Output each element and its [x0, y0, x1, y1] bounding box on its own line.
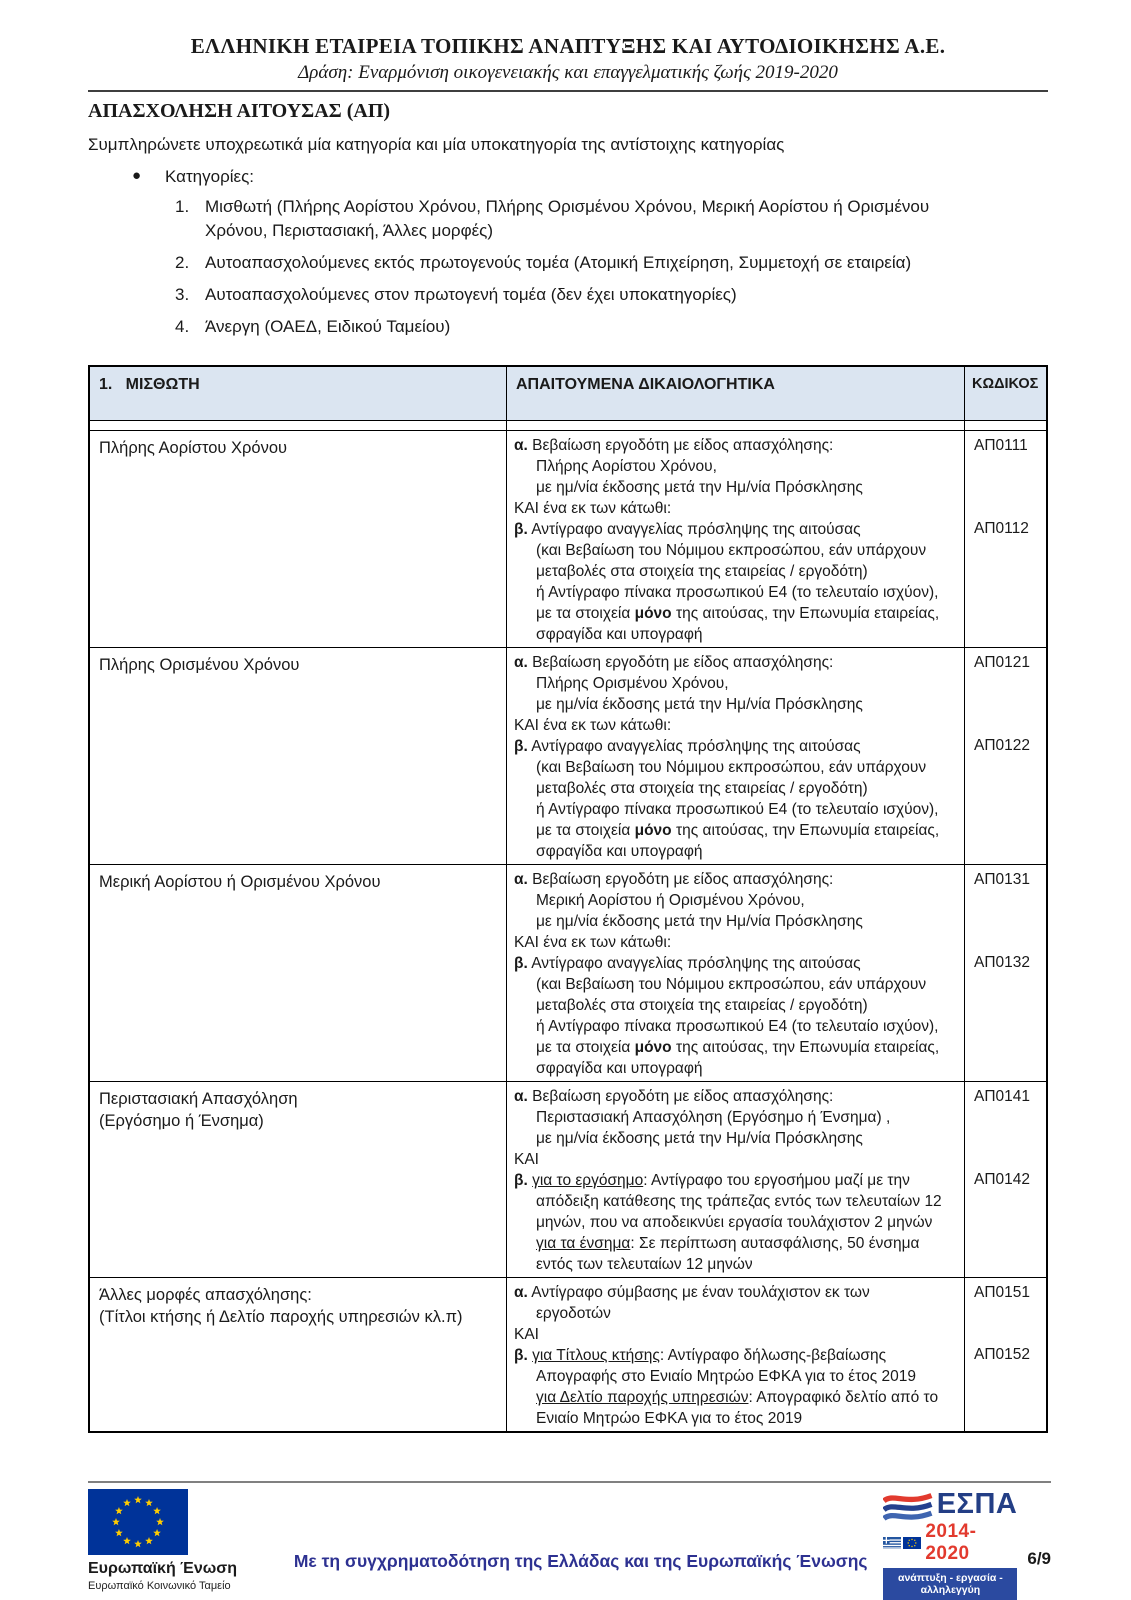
category-text: Άνεργη (ΟΑΕΔ, Ειδικού Ταμείου) [205, 317, 451, 336]
documents-cell-a [506, 1278, 964, 1345]
eu-union-label: Ευρωπαϊκή Ένωση [88, 1560, 237, 1577]
doc-line [514, 1387, 958, 1408]
category-line: Πλήρης Ορισμένου Χρόνου [99, 656, 300, 674]
doc-text: ΚΑΙ ένα εκ των κάτωθι: [514, 934, 672, 951]
category-number: 2. [175, 253, 190, 272]
code-cell: ΑΠ0111 [964, 431, 1046, 519]
doc-line [514, 456, 958, 477]
doc-text: μόνο [634, 822, 672, 839]
documents-cell-b [506, 1170, 964, 1277]
header-cell-documents: ΑΠΑΙΤΟΥΜΕΝΑ ΔΙΚΑΙΟΛΟΓΗΤΙΚΑ [506, 367, 964, 420]
category-item [88, 251, 1048, 275]
documents-cell-a [506, 648, 964, 736]
category-number: 4. [175, 317, 190, 336]
doc-text: εργοδοτών [536, 1305, 611, 1322]
doc-text: Ενιαίο Μητρώο ΕΦΚΑ για το έτος 2019 [536, 1410, 803, 1427]
code-cell: ΑΠ0141 [964, 1082, 1046, 1170]
doc-line [514, 953, 958, 974]
doc-text: Μερική Αορίστου ή Ορισμένου Χρόνου, [536, 892, 805, 909]
doc-line [514, 974, 958, 995]
doc-line [514, 820, 958, 841]
doc-text: β. [514, 1347, 528, 1364]
table-spacer-row [90, 421, 1046, 431]
espa-tagline-bar: ανάπτυξη - εργασία - αλληλεγγύη [883, 1568, 1017, 1600]
doc-text: : Αντίγραφο δήλωσης-βεβαίωσης [659, 1347, 887, 1364]
code-cell: ΑΠ0151 [964, 1278, 1046, 1345]
doc-text: Αντίγραφο αναγγελίας πρόσληψης της αιτούσας [527, 521, 861, 538]
doc-text: ή Αντίγραφο πίνακα προσωπικού Ε4 (το τελευταίο ισχύον), [536, 801, 939, 818]
code-cell: ΑΠ0132 [964, 953, 1046, 1081]
action-line: Δράση: Εναρμόνιση οικογενειακής και επαγγελματικής ζωής 2019-2020 [298, 62, 838, 83]
doc-line [514, 652, 958, 673]
table-row [90, 865, 1046, 1082]
doc-text: ΚΑΙ [514, 1151, 539, 1168]
org-title: ΕΛΛΗΝΙΚΗ ΕΤΑΙΡΕΙΑ ΤΟΠΙΚΗΣ ΑΝΑΠΤΥΞΗΣ ΚΑΙ ΑΥΤΟΔΙΟΙΚΗΣΗΣ Α.Ε. [190, 34, 946, 58]
category-text: Αυτοαπασχολούμενες στον πρωτογενή τομέα (δεν έχει υποκατηγορίες) [205, 285, 737, 304]
categories-bullet [88, 167, 1048, 187]
category-line: (Τίτλοι κτήσης ή Δελτίο παροχής υπηρεσιών κλ.π) [99, 1308, 463, 1326]
eu-flag-icon [88, 1489, 188, 1555]
esf-label: Ευρωπαϊκό Κοινωνικό Ταμείο [88, 1580, 231, 1592]
category-list [88, 195, 1048, 339]
doc-text: για Δελτίο παροχής υπηρεσιών [536, 1389, 749, 1406]
doc-text: (και Βεβαίωση του Νόμιμου εκπροσώπου, εάν υπάρχουν [536, 759, 927, 776]
category-number: 3. [175, 285, 190, 304]
doc-text: για το εργόσημο [532, 1172, 644, 1189]
doc-text: ΚΑΙ [514, 1326, 539, 1343]
footer-divider [88, 1481, 1051, 1483]
doc-text: ή Αντίγραφο πίνακα προσωπικού Ε4 (το τελευταίο ισχύον), [536, 584, 939, 601]
doc-text: για τα ένσημα [536, 1235, 631, 1252]
doc-text: Περιστασιακή Απασχόληση (Εργόσημο ή Ένσημα) , [536, 1109, 891, 1126]
doc-text: : Σε περίπτωση αυτασφάλισης, 50 ένσημα [630, 1235, 920, 1252]
category-cell [90, 1082, 506, 1277]
doc-line [514, 1254, 958, 1275]
doc-line [514, 778, 958, 799]
documents-cell-a [506, 431, 964, 519]
section-title: ΑΠΑΣΧΟΛΗΣΗ ΑΙΤΟΥΣΑΣ (ΑΠ) [88, 100, 391, 122]
doc-text: : Απογραφικό δελτίο από το [748, 1389, 939, 1406]
doc-text: της αιτούσας, την Επωνυμία εταιρείας, [671, 605, 940, 622]
doc-line [514, 1324, 958, 1345]
category-item [88, 315, 1048, 339]
cofinance-text: Με τη συγχρηματοδότηση της Ελλάδας και της Ευρωπαϊκής Ένωσης [293, 1551, 868, 1571]
doc-text: Βεβαίωση εργοδότη με είδος απασχόλησης: [527, 437, 834, 454]
category-line: (Εργόσημο ή Ένσημα) [99, 1112, 264, 1130]
doc-text: : Αντίγραφο του εργοσήμου μαζί με την [643, 1172, 910, 1189]
table-row [90, 1082, 1046, 1278]
code-cell: ΑΠ0121 [964, 648, 1046, 736]
doc-text: με ημ/νία έκδοσης μετά την Ημ/νία Πρόσκλησης [536, 913, 863, 930]
doc-text: β. [514, 738, 528, 755]
doc-text: Βεβαίωση εργοδότη με είδος απασχόλησης: [527, 654, 834, 671]
header-cell-code: ΚΩΔΙΚΟΣ [964, 367, 1046, 420]
documents-cell-b [506, 953, 964, 1081]
doc-line [514, 1016, 958, 1037]
doc-text: β. [514, 955, 528, 972]
documents-cell-b [506, 519, 964, 647]
category-line: Μερική Αορίστου ή Ορισμένου Χρόνου [99, 873, 381, 891]
doc-line [514, 869, 958, 890]
doc-text: με ημ/νία έκδοσης μετά την Ημ/νία Πρόσκλησης [536, 1130, 863, 1147]
doc-line [514, 519, 958, 540]
doc-line [514, 841, 958, 862]
doc-text: σφραγίδα και υπογραφή [536, 626, 703, 643]
doc-text: Αντίγραφο αναγγελίας πρόσληψης της αιτούσας [527, 738, 861, 755]
doc-text: (και Βεβαίωση του Νόμιμου εκπροσώπου, εάν υπάρχουν [536, 976, 927, 993]
doc-line [514, 799, 958, 820]
doc-text: της αιτούσας, την Επωνυμία εταιρείας, [671, 822, 940, 839]
doc-text: για Τίτλους κτήσης [532, 1347, 660, 1364]
doc-text: της αιτούσας, την Επωνυμία εταιρείας, [671, 1039, 940, 1056]
doc-text: Πλήρης Ορισμένου Χρόνου, [536, 675, 729, 692]
doc-text: μηνών, που να αποδεικνύει εργασία τουλάχιστον 2 μηνών [536, 1214, 933, 1231]
category-text: Μισθωτή (Πλήρης Αορίστου Χρόνου, Πλήρης Ορισμένου Χρόνου, Μερική Αορίστου ή Ορισμένου Χρόνου, Περιστασιακή, Άλλες μορφές) [205, 197, 930, 240]
doc-line [514, 1037, 958, 1058]
page-header [88, 0, 1048, 84]
documents-cell-a [506, 1082, 964, 1170]
doc-line [514, 603, 958, 624]
doc-text: ΚΑΙ ένα εκ των κάτωθι: [514, 717, 672, 734]
doc-text: σφραγίδα και υπογραφή [536, 843, 703, 860]
documents-cell-a [506, 865, 964, 953]
doc-line [514, 1107, 958, 1128]
doc-line [514, 1058, 958, 1079]
doc-text: α. [514, 437, 528, 454]
category-cell [90, 431, 506, 647]
doc-text: α. [514, 871, 528, 888]
eu-logo-block [88, 1489, 278, 1592]
espa-name: ΕΣΠΑ [936, 1488, 1018, 1520]
doc-text: Απογραφής στο Ενιαίο Μητρώο ΕΦΚΑ για το έτος 2019 [536, 1368, 916, 1385]
category-cell [90, 648, 506, 864]
doc-line [514, 1149, 958, 1170]
doc-line [514, 694, 958, 715]
table-header-row [90, 367, 1046, 421]
doc-text: μόνο [634, 1039, 672, 1056]
doc-line [514, 736, 958, 757]
category-line: Περιστασιακή Απασχόληση [99, 1090, 298, 1108]
header-divider [88, 90, 1048, 92]
espa-years: 2014-2020 [925, 1521, 977, 1564]
spacer-cell [506, 421, 964, 430]
category-item [88, 283, 1048, 307]
category-cell [90, 865, 506, 1081]
page-footer [88, 1481, 1051, 1600]
doc-text: β. [514, 521, 528, 538]
doc-line [514, 1086, 958, 1107]
category-cell [90, 1278, 506, 1431]
doc-line [514, 1282, 958, 1303]
code-cell: ΑΠ0152 [964, 1345, 1046, 1431]
doc-text: μεταβολές στα στοιχεία της εταιρείας / εργοδότη) [536, 997, 868, 1014]
table-body [90, 431, 1046, 1431]
doc-line [514, 540, 958, 561]
doc-text: με ημ/νία έκδοσης μετά την Ημ/νία Πρόσκλησης [536, 696, 863, 713]
requirements-table [88, 365, 1048, 1433]
spacer-cell [964, 421, 1046, 430]
doc-text: Αντίγραφο σύμβασης με έναν τουλάχιστον εκ των [527, 1284, 870, 1301]
espa-logo [883, 1489, 1017, 1600]
header-cell-category: 1. ΜΙΣΘΩΤΗ [99, 376, 200, 393]
eu-mini-flag-icon [903, 1537, 921, 1549]
doc-line [514, 1191, 958, 1212]
doc-line [514, 1303, 958, 1324]
doc-text: (και Βεβαίωση του Νόμιμου εκπροσώπου, εάν υπάρχουν [536, 542, 927, 559]
doc-text: με τα στοιχεία [536, 605, 635, 622]
doc-text: α. [514, 1284, 528, 1301]
doc-text: με τα στοιχεία [536, 822, 635, 839]
doc-line [514, 624, 958, 645]
doc-line [514, 477, 958, 498]
doc-line [514, 890, 958, 911]
code-cell: ΑΠ0112 [964, 519, 1046, 647]
category-number: 1. [175, 197, 190, 216]
doc-text: με ημ/νία έκδοσης μετά την Ημ/νία Πρόσκλησης [536, 479, 863, 496]
code-cell: ΑΠ0122 [964, 736, 1046, 864]
doc-text: εντός των τελευταίων 12 μηνών [536, 1256, 753, 1273]
doc-text: σφραγίδα και υπογραφή [536, 1060, 703, 1077]
spacer-cell [90, 421, 506, 430]
doc-line [514, 1170, 958, 1191]
doc-line [514, 1233, 958, 1254]
doc-line [514, 498, 958, 519]
code-cell: ΑΠ0131 [964, 865, 1046, 953]
intro-text: Συμπληρώνετε υποχρεωτικά μία κατηγορία και μία υποκατηγορία της αντίστοιχης κατηγορίας [88, 135, 785, 154]
doc-text: ΚΑΙ ένα εκ των κάτωθι: [514, 500, 672, 517]
doc-line [514, 995, 958, 1016]
doc-line [514, 1345, 958, 1366]
doc-text: β. [514, 1172, 528, 1189]
code-cell: ΑΠ0142 [964, 1170, 1046, 1277]
doc-line [514, 582, 958, 603]
page-number: 6/9 [1027, 1549, 1051, 1568]
doc-text: ή Αντίγραφο πίνακα προσωπικού Ε4 (το τελευταίο ισχύον), [536, 1018, 939, 1035]
doc-text: α. [514, 1088, 528, 1105]
documents-cell-b [506, 1345, 964, 1431]
doc-text: Βεβαίωση εργοδότη με είδος απασχόλησης: [527, 1088, 834, 1105]
doc-text: απόδειξη κατάθεσης της τράπεζας εντός των τελευταίων 12 [536, 1193, 942, 1210]
doc-text: με τα στοιχεία [536, 1039, 635, 1056]
category-item [88, 195, 1048, 243]
doc-text: μεταβολές στα στοιχεία της εταιρείας / εργοδότη) [536, 780, 868, 797]
doc-text: Αντίγραφο αναγγελίας πρόσληψης της αιτούσας [527, 955, 861, 972]
category-text: Αυτοαπασχολούμενες εκτός πρωτογενούς τομέα (Ατομική Επιχείρηση, Συμμετοχή σε εταιρεία) [205, 253, 912, 272]
table-row [90, 648, 1046, 865]
category-line: Πλήρης Αορίστου Χρόνου [99, 439, 288, 457]
espa-waves-icon [883, 1491, 932, 1523]
categories-label: Κατηγορίες: [165, 167, 255, 186]
doc-line [514, 1128, 958, 1149]
doc-line [514, 932, 958, 953]
doc-text: μεταβολές στα στοιχεία της εταιρείας / εργοδότη) [536, 563, 868, 580]
doc-line [514, 561, 958, 582]
doc-line [514, 757, 958, 778]
doc-line [514, 1366, 958, 1387]
doc-text: Πλήρης Αορίστου Χρόνου, [536, 458, 717, 475]
documents-cell-b [506, 736, 964, 864]
doc-line [514, 1212, 958, 1233]
bullet-icon: ● [132, 167, 142, 184]
doc-text: Βεβαίωση εργοδότη με είδος απασχόλησης: [527, 871, 834, 888]
doc-line [514, 911, 958, 932]
doc-text: α. [514, 654, 528, 671]
table-row [90, 1278, 1046, 1431]
doc-line [514, 1408, 958, 1429]
doc-text: μόνο [634, 605, 672, 622]
doc-line [514, 435, 958, 456]
doc-line [514, 673, 958, 694]
doc-line [514, 715, 958, 736]
greek-flag-icon [883, 1537, 901, 1549]
category-line: Άλλες μορφές απασχόλησης: [99, 1286, 312, 1304]
table-row [90, 431, 1046, 648]
